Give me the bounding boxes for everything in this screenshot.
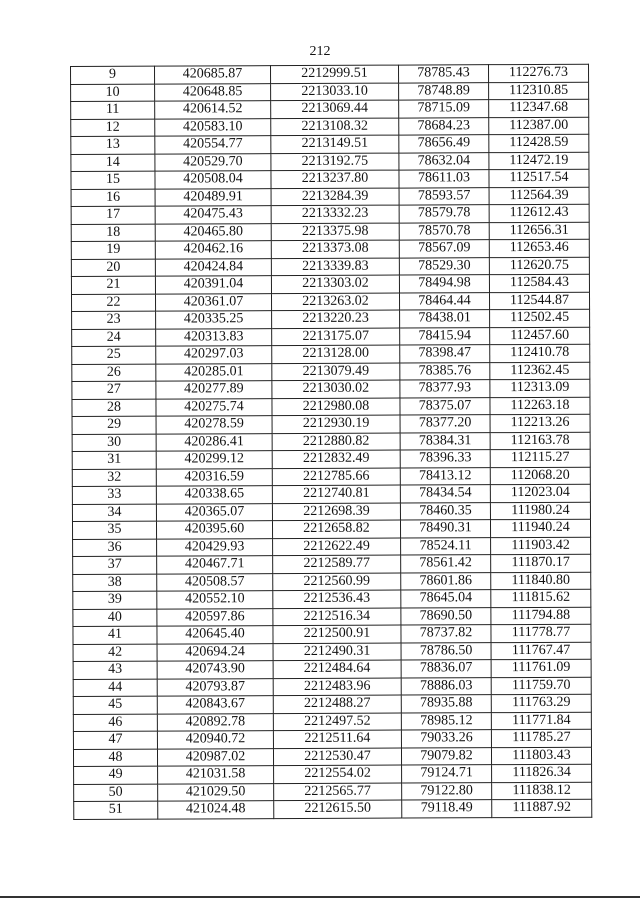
table-row xyxy=(71,187,589,207)
table-row xyxy=(71,222,589,242)
table-row xyxy=(71,274,589,294)
y-coordinate-cell: 2213332.23 xyxy=(271,205,399,223)
local-x-cell: 78415.94 xyxy=(400,327,490,345)
local-y-cell: 112653.46 xyxy=(489,239,589,257)
local-x-cell: 78567.09 xyxy=(399,240,489,258)
y-coordinate-cell: 2212658.82 xyxy=(272,520,400,538)
local-y-cell: 111903.42 xyxy=(491,537,591,555)
local-y-cell: 111840.80 xyxy=(491,572,591,590)
x-coordinate-cell: 420424.84 xyxy=(155,258,271,276)
table-row xyxy=(72,467,590,487)
table-row xyxy=(74,764,592,784)
point-number-cell: 24 xyxy=(72,329,156,347)
y-coordinate-cell: 2213375.98 xyxy=(271,223,399,241)
local-y-cell: 111826.34 xyxy=(492,764,592,782)
y-coordinate-cell: 2212483.96 xyxy=(273,678,401,696)
local-x-cell: 78684.23 xyxy=(399,117,489,135)
local-x-cell: 78561.42 xyxy=(401,555,491,573)
point-number-cell: 37 xyxy=(73,556,157,574)
x-coordinate-cell: 420940.72 xyxy=(157,731,273,749)
x-coordinate-cell: 420554.77 xyxy=(155,136,271,154)
table-row xyxy=(73,624,591,644)
point-number-cell: 49 xyxy=(74,766,158,784)
table-row xyxy=(71,99,589,119)
table-row xyxy=(73,729,591,749)
table-row xyxy=(71,152,589,172)
local-x-cell: 78460.35 xyxy=(400,502,490,520)
x-coordinate-cell: 420793.87 xyxy=(157,678,273,696)
point-number-cell: 20 xyxy=(71,259,155,277)
point-number-cell: 17 xyxy=(71,206,155,224)
local-y-cell: 111761.09 xyxy=(491,659,591,677)
x-coordinate-cell: 420694.24 xyxy=(157,643,273,661)
table-row xyxy=(73,747,591,767)
y-coordinate-cell: 2212622.49 xyxy=(273,538,401,556)
y-coordinate-cell: 2212500.91 xyxy=(273,625,401,643)
local-y-cell: 111763.29 xyxy=(491,694,591,712)
x-coordinate-cell: 420277.89 xyxy=(156,381,272,399)
table-row xyxy=(72,309,590,329)
table-row xyxy=(72,519,590,539)
table-row xyxy=(71,292,589,312)
y-coordinate-cell: 2213220.23 xyxy=(272,310,400,328)
y-coordinate-cell: 2212511.64 xyxy=(273,730,401,748)
x-coordinate-cell: 420338.65 xyxy=(156,486,272,504)
point-number-cell: 26 xyxy=(72,364,156,382)
local-x-cell: 78748.89 xyxy=(399,82,489,100)
y-coordinate-cell: 2212497.52 xyxy=(273,713,401,731)
local-y-cell: 112656.31 xyxy=(489,222,589,240)
table-row xyxy=(72,414,590,434)
local-y-cell: 112517.54 xyxy=(489,169,589,187)
y-coordinate-cell: 2212740.81 xyxy=(272,485,400,503)
table-row xyxy=(71,134,589,154)
local-y-cell: 111778.77 xyxy=(491,624,591,642)
local-y-cell: 111887.92 xyxy=(492,799,592,817)
table-row xyxy=(73,607,591,627)
y-coordinate-cell: 2212530.47 xyxy=(273,748,401,766)
table-row xyxy=(72,327,590,347)
x-coordinate-cell: 420892.78 xyxy=(157,713,273,731)
table-row xyxy=(73,554,591,574)
y-coordinate-cell: 2212488.27 xyxy=(273,695,401,713)
point-number-cell: 21 xyxy=(71,276,155,294)
local-x-cell: 78529.30 xyxy=(399,257,489,275)
x-coordinate-cell: 420361.07 xyxy=(155,293,271,311)
y-coordinate-cell: 2213373.08 xyxy=(271,240,399,258)
point-number-cell: 14 xyxy=(71,154,155,172)
point-number-cell: 43 xyxy=(73,661,157,679)
local-y-cell: 111767.47 xyxy=(491,642,591,660)
table-row xyxy=(74,782,592,802)
x-coordinate-cell: 420465.80 xyxy=(155,223,271,241)
page-number: 212 xyxy=(309,44,331,59)
x-coordinate-cell: 420286.41 xyxy=(156,433,272,451)
local-y-cell: 112502.45 xyxy=(490,309,590,327)
y-coordinate-cell: 2212999.51 xyxy=(271,65,399,83)
local-x-cell: 78786.50 xyxy=(401,642,491,660)
point-number-cell: 23 xyxy=(72,311,156,329)
x-coordinate-cell: 420395.60 xyxy=(156,521,272,539)
y-coordinate-cell: 2212490.31 xyxy=(273,643,401,661)
point-number-cell: 15 xyxy=(71,171,155,189)
point-number-cell: 42 xyxy=(73,644,157,662)
local-x-cell: 78524.11 xyxy=(401,537,491,555)
x-coordinate-cell: 420508.04 xyxy=(155,171,271,189)
y-coordinate-cell: 2213192.75 xyxy=(271,153,399,171)
local-x-cell: 78494.98 xyxy=(399,275,489,293)
point-number-cell: 18 xyxy=(71,224,155,242)
y-coordinate-cell: 2213128.00 xyxy=(272,345,400,363)
local-x-cell: 79122.80 xyxy=(402,782,492,800)
table-row xyxy=(71,117,589,137)
coordinates-table-body xyxy=(71,64,592,819)
table-row xyxy=(72,362,590,382)
local-x-cell: 78737.82 xyxy=(401,625,491,643)
point-number-cell: 50 xyxy=(74,784,158,802)
local-x-cell: 78434.54 xyxy=(400,485,490,503)
local-y-cell: 112620.75 xyxy=(489,257,589,275)
x-coordinate-cell: 420743.90 xyxy=(157,661,273,679)
local-y-cell: 111838.12 xyxy=(492,782,592,800)
local-y-cell: 112213.26 xyxy=(490,414,590,432)
point-number-cell: 38 xyxy=(73,574,157,592)
x-coordinate-cell: 420278.59 xyxy=(156,416,272,434)
y-coordinate-cell: 2212980.08 xyxy=(272,398,400,416)
table-row xyxy=(74,799,592,819)
point-number-cell: 29 xyxy=(72,416,156,434)
local-y-cell: 112584.43 xyxy=(489,274,589,292)
y-coordinate-cell: 2213339.83 xyxy=(271,258,399,276)
local-x-cell: 78886.03 xyxy=(401,677,491,695)
x-coordinate-cell: 420489.91 xyxy=(155,188,271,206)
y-coordinate-cell: 2213108.32 xyxy=(271,118,399,136)
x-coordinate-cell: 420391.04 xyxy=(155,276,271,294)
local-y-cell: 112410.78 xyxy=(490,344,590,362)
x-coordinate-cell: 420475.43 xyxy=(155,206,271,224)
y-coordinate-cell: 2213175.07 xyxy=(272,328,400,346)
y-coordinate-cell: 2213030.02 xyxy=(272,380,400,398)
point-number-cell: 30 xyxy=(72,434,156,452)
y-coordinate-cell: 2212930.19 xyxy=(272,415,400,433)
y-coordinate-cell: 2212565.77 xyxy=(274,783,402,801)
local-y-cell: 112068.20 xyxy=(490,467,590,485)
table-row xyxy=(72,449,590,469)
y-coordinate-cell: 2213149.51 xyxy=(271,135,399,153)
local-x-cell: 78985.12 xyxy=(401,712,491,730)
point-number-cell: 48 xyxy=(73,749,157,767)
table-row xyxy=(72,379,590,399)
local-x-cell: 78935.88 xyxy=(401,695,491,713)
local-y-cell: 112457.60 xyxy=(490,327,590,345)
local-y-cell: 112310.85 xyxy=(489,82,589,100)
table-row xyxy=(73,642,591,662)
y-coordinate-cell: 2212484.64 xyxy=(273,660,401,678)
local-y-cell: 111785.27 xyxy=(491,729,591,747)
local-x-cell: 78398.47 xyxy=(400,345,490,363)
point-number-cell: 47 xyxy=(73,731,157,749)
table-row xyxy=(73,694,591,714)
table-row xyxy=(71,169,589,189)
x-coordinate-cell: 420552.10 xyxy=(157,591,273,609)
table-row xyxy=(72,432,590,452)
point-number-cell: 35 xyxy=(72,521,156,539)
y-coordinate-cell: 2213033.10 xyxy=(271,83,399,101)
local-x-cell: 78656.49 xyxy=(399,135,489,153)
local-y-cell: 112313.09 xyxy=(490,379,590,397)
local-x-cell: 78570.78 xyxy=(399,222,489,240)
point-number-cell: 16 xyxy=(71,189,155,207)
y-coordinate-cell: 2213069.44 xyxy=(271,100,399,118)
local-x-cell: 78490.31 xyxy=(400,520,490,538)
local-y-cell: 112263.18 xyxy=(490,397,590,415)
table-row xyxy=(71,82,589,102)
y-coordinate-cell: 2213263.02 xyxy=(271,293,399,311)
x-coordinate-cell: 420365.07 xyxy=(156,503,272,521)
local-y-cell: 112276.73 xyxy=(488,64,588,82)
local-y-cell: 112544.87 xyxy=(489,292,589,310)
table-row xyxy=(71,204,589,224)
y-coordinate-cell: 2212536.43 xyxy=(273,590,401,608)
local-x-cell: 78601.86 xyxy=(401,572,491,590)
x-coordinate-cell: 420285.01 xyxy=(156,363,272,381)
x-coordinate-cell: 420297.03 xyxy=(156,346,272,364)
local-x-cell: 78385.76 xyxy=(400,362,490,380)
point-number-cell: 46 xyxy=(73,714,157,732)
point-number-cell: 31 xyxy=(72,451,156,469)
y-coordinate-cell: 2212785.66 xyxy=(272,468,400,486)
point-number-cell: 41 xyxy=(73,626,157,644)
local-y-cell: 112115.27 xyxy=(490,449,590,467)
local-x-cell: 78632.04 xyxy=(399,152,489,170)
local-x-cell: 79124.71 xyxy=(402,765,492,783)
local-x-cell: 78785.43 xyxy=(398,65,488,83)
x-coordinate-cell: 420614.52 xyxy=(155,101,271,119)
x-coordinate-cell: 420313.83 xyxy=(156,328,272,346)
point-number-cell: 32 xyxy=(72,469,156,487)
x-coordinate-cell: 420529.70 xyxy=(155,153,271,171)
table-row xyxy=(73,659,591,679)
table-row xyxy=(71,64,589,84)
point-number-cell: 9 xyxy=(71,66,155,84)
y-coordinate-cell: 2212698.39 xyxy=(272,503,400,521)
local-x-cell: 78579.78 xyxy=(399,205,489,223)
table-row xyxy=(71,257,589,277)
table-row xyxy=(73,537,591,557)
local-y-cell: 112163.78 xyxy=(490,432,590,450)
local-x-cell: 79118.49 xyxy=(402,800,492,818)
local-x-cell: 78377.20 xyxy=(400,415,490,433)
point-number-cell: 25 xyxy=(72,346,156,364)
x-coordinate-cell: 421031.58 xyxy=(158,766,274,784)
local-x-cell: 78464.44 xyxy=(399,292,489,310)
local-x-cell: 78836.07 xyxy=(401,660,491,678)
local-y-cell: 111803.43 xyxy=(491,747,591,765)
local-y-cell: 112612.43 xyxy=(489,204,589,222)
x-coordinate-cell: 420583.10 xyxy=(155,118,271,136)
x-coordinate-cell: 420299.12 xyxy=(156,451,272,469)
y-coordinate-cell: 2212589.77 xyxy=(273,555,401,573)
local-y-cell: 111794.88 xyxy=(491,607,591,625)
point-number-cell: 39 xyxy=(73,591,157,609)
local-x-cell: 78438.01 xyxy=(400,310,490,328)
table-row xyxy=(72,484,590,504)
x-coordinate-cell: 421024.48 xyxy=(158,801,274,819)
coordinates-table xyxy=(70,64,592,820)
point-number-cell: 11 xyxy=(71,101,155,119)
local-x-cell: 78690.50 xyxy=(401,607,491,625)
x-coordinate-cell: 420843.67 xyxy=(157,696,273,714)
point-number-cell: 22 xyxy=(71,294,155,312)
x-coordinate-cell: 420462.16 xyxy=(155,241,271,259)
local-y-cell: 112428.59 xyxy=(489,134,589,152)
x-coordinate-cell: 420275.74 xyxy=(156,398,272,416)
x-coordinate-cell: 420648.85 xyxy=(155,83,271,101)
point-number-cell: 45 xyxy=(73,696,157,714)
local-y-cell: 111870.17 xyxy=(491,554,591,572)
table-row xyxy=(72,344,590,364)
local-x-cell: 78384.31 xyxy=(400,432,490,450)
point-number-cell: 27 xyxy=(72,381,156,399)
point-number-cell: 36 xyxy=(73,539,157,557)
x-coordinate-cell: 420987.02 xyxy=(157,748,273,766)
table-row xyxy=(72,502,590,522)
table-row xyxy=(73,589,591,609)
point-number-cell: 44 xyxy=(73,679,157,697)
local-x-cell: 78413.12 xyxy=(400,467,490,485)
y-coordinate-cell: 2212832.49 xyxy=(272,450,400,468)
local-x-cell: 78645.04 xyxy=(401,590,491,608)
point-number-cell: 33 xyxy=(72,486,156,504)
y-coordinate-cell: 2212615.50 xyxy=(274,800,402,818)
point-number-cell: 10 xyxy=(71,84,155,102)
local-x-cell: 78593.57 xyxy=(399,187,489,205)
y-coordinate-cell: 2212560.99 xyxy=(273,573,401,591)
local-x-cell: 78715.09 xyxy=(399,100,489,118)
x-coordinate-cell: 420685.87 xyxy=(155,66,271,84)
local-x-cell: 79079.82 xyxy=(401,747,491,765)
y-coordinate-cell: 2212516.34 xyxy=(273,608,401,626)
y-coordinate-cell: 2212880.82 xyxy=(272,433,400,451)
local-y-cell: 111980.24 xyxy=(490,502,590,520)
table-row xyxy=(71,239,589,259)
local-x-cell: 78396.33 xyxy=(400,450,490,468)
local-y-cell: 112564.39 xyxy=(489,187,589,205)
y-coordinate-cell: 2213303.02 xyxy=(271,275,399,293)
point-number-cell: 28 xyxy=(72,399,156,417)
x-coordinate-cell: 420508.57 xyxy=(157,573,273,591)
table-row xyxy=(72,397,590,417)
y-coordinate-cell: 2212554.02 xyxy=(274,765,402,783)
x-coordinate-cell: 420597.86 xyxy=(157,608,273,626)
point-number-cell: 19 xyxy=(71,241,155,259)
y-coordinate-cell: 2213079.49 xyxy=(272,363,400,381)
local-x-cell: 79033.26 xyxy=(401,730,491,748)
x-coordinate-cell: 420467.71 xyxy=(157,556,273,574)
x-coordinate-cell: 420316.59 xyxy=(156,468,272,486)
local-y-cell: 112387.00 xyxy=(489,117,589,135)
local-y-cell: 111815.62 xyxy=(491,589,591,607)
point-number-cell: 40 xyxy=(73,609,157,627)
local-y-cell: 112472.19 xyxy=(489,152,589,170)
point-number-cell: 34 xyxy=(72,504,156,522)
x-coordinate-cell: 420335.25 xyxy=(156,311,272,329)
point-number-cell: 51 xyxy=(74,801,158,819)
y-coordinate-cell: 2213237.80 xyxy=(271,170,399,188)
local-y-cell: 112023.04 xyxy=(490,484,590,502)
table-row xyxy=(73,712,591,732)
local-x-cell: 78375.07 xyxy=(400,397,490,415)
point-number-cell: 12 xyxy=(71,119,155,137)
local-y-cell: 111771.84 xyxy=(491,712,591,730)
table-row xyxy=(73,677,591,697)
point-number-cell: 13 xyxy=(71,136,155,154)
local-y-cell: 111940.24 xyxy=(490,519,590,537)
y-coordinate-cell: 2213284.39 xyxy=(271,188,399,206)
local-x-cell: 78377.93 xyxy=(400,380,490,398)
local-y-cell: 112362.45 xyxy=(490,362,590,380)
x-coordinate-cell: 421029.50 xyxy=(158,783,274,801)
local-y-cell: 112347.68 xyxy=(489,99,589,117)
x-coordinate-cell: 420645.40 xyxy=(157,626,273,644)
x-coordinate-cell: 420429.93 xyxy=(157,538,273,556)
table-row xyxy=(73,572,591,592)
local-y-cell: 111759.70 xyxy=(491,677,591,695)
local-x-cell: 78611.03 xyxy=(399,170,489,188)
